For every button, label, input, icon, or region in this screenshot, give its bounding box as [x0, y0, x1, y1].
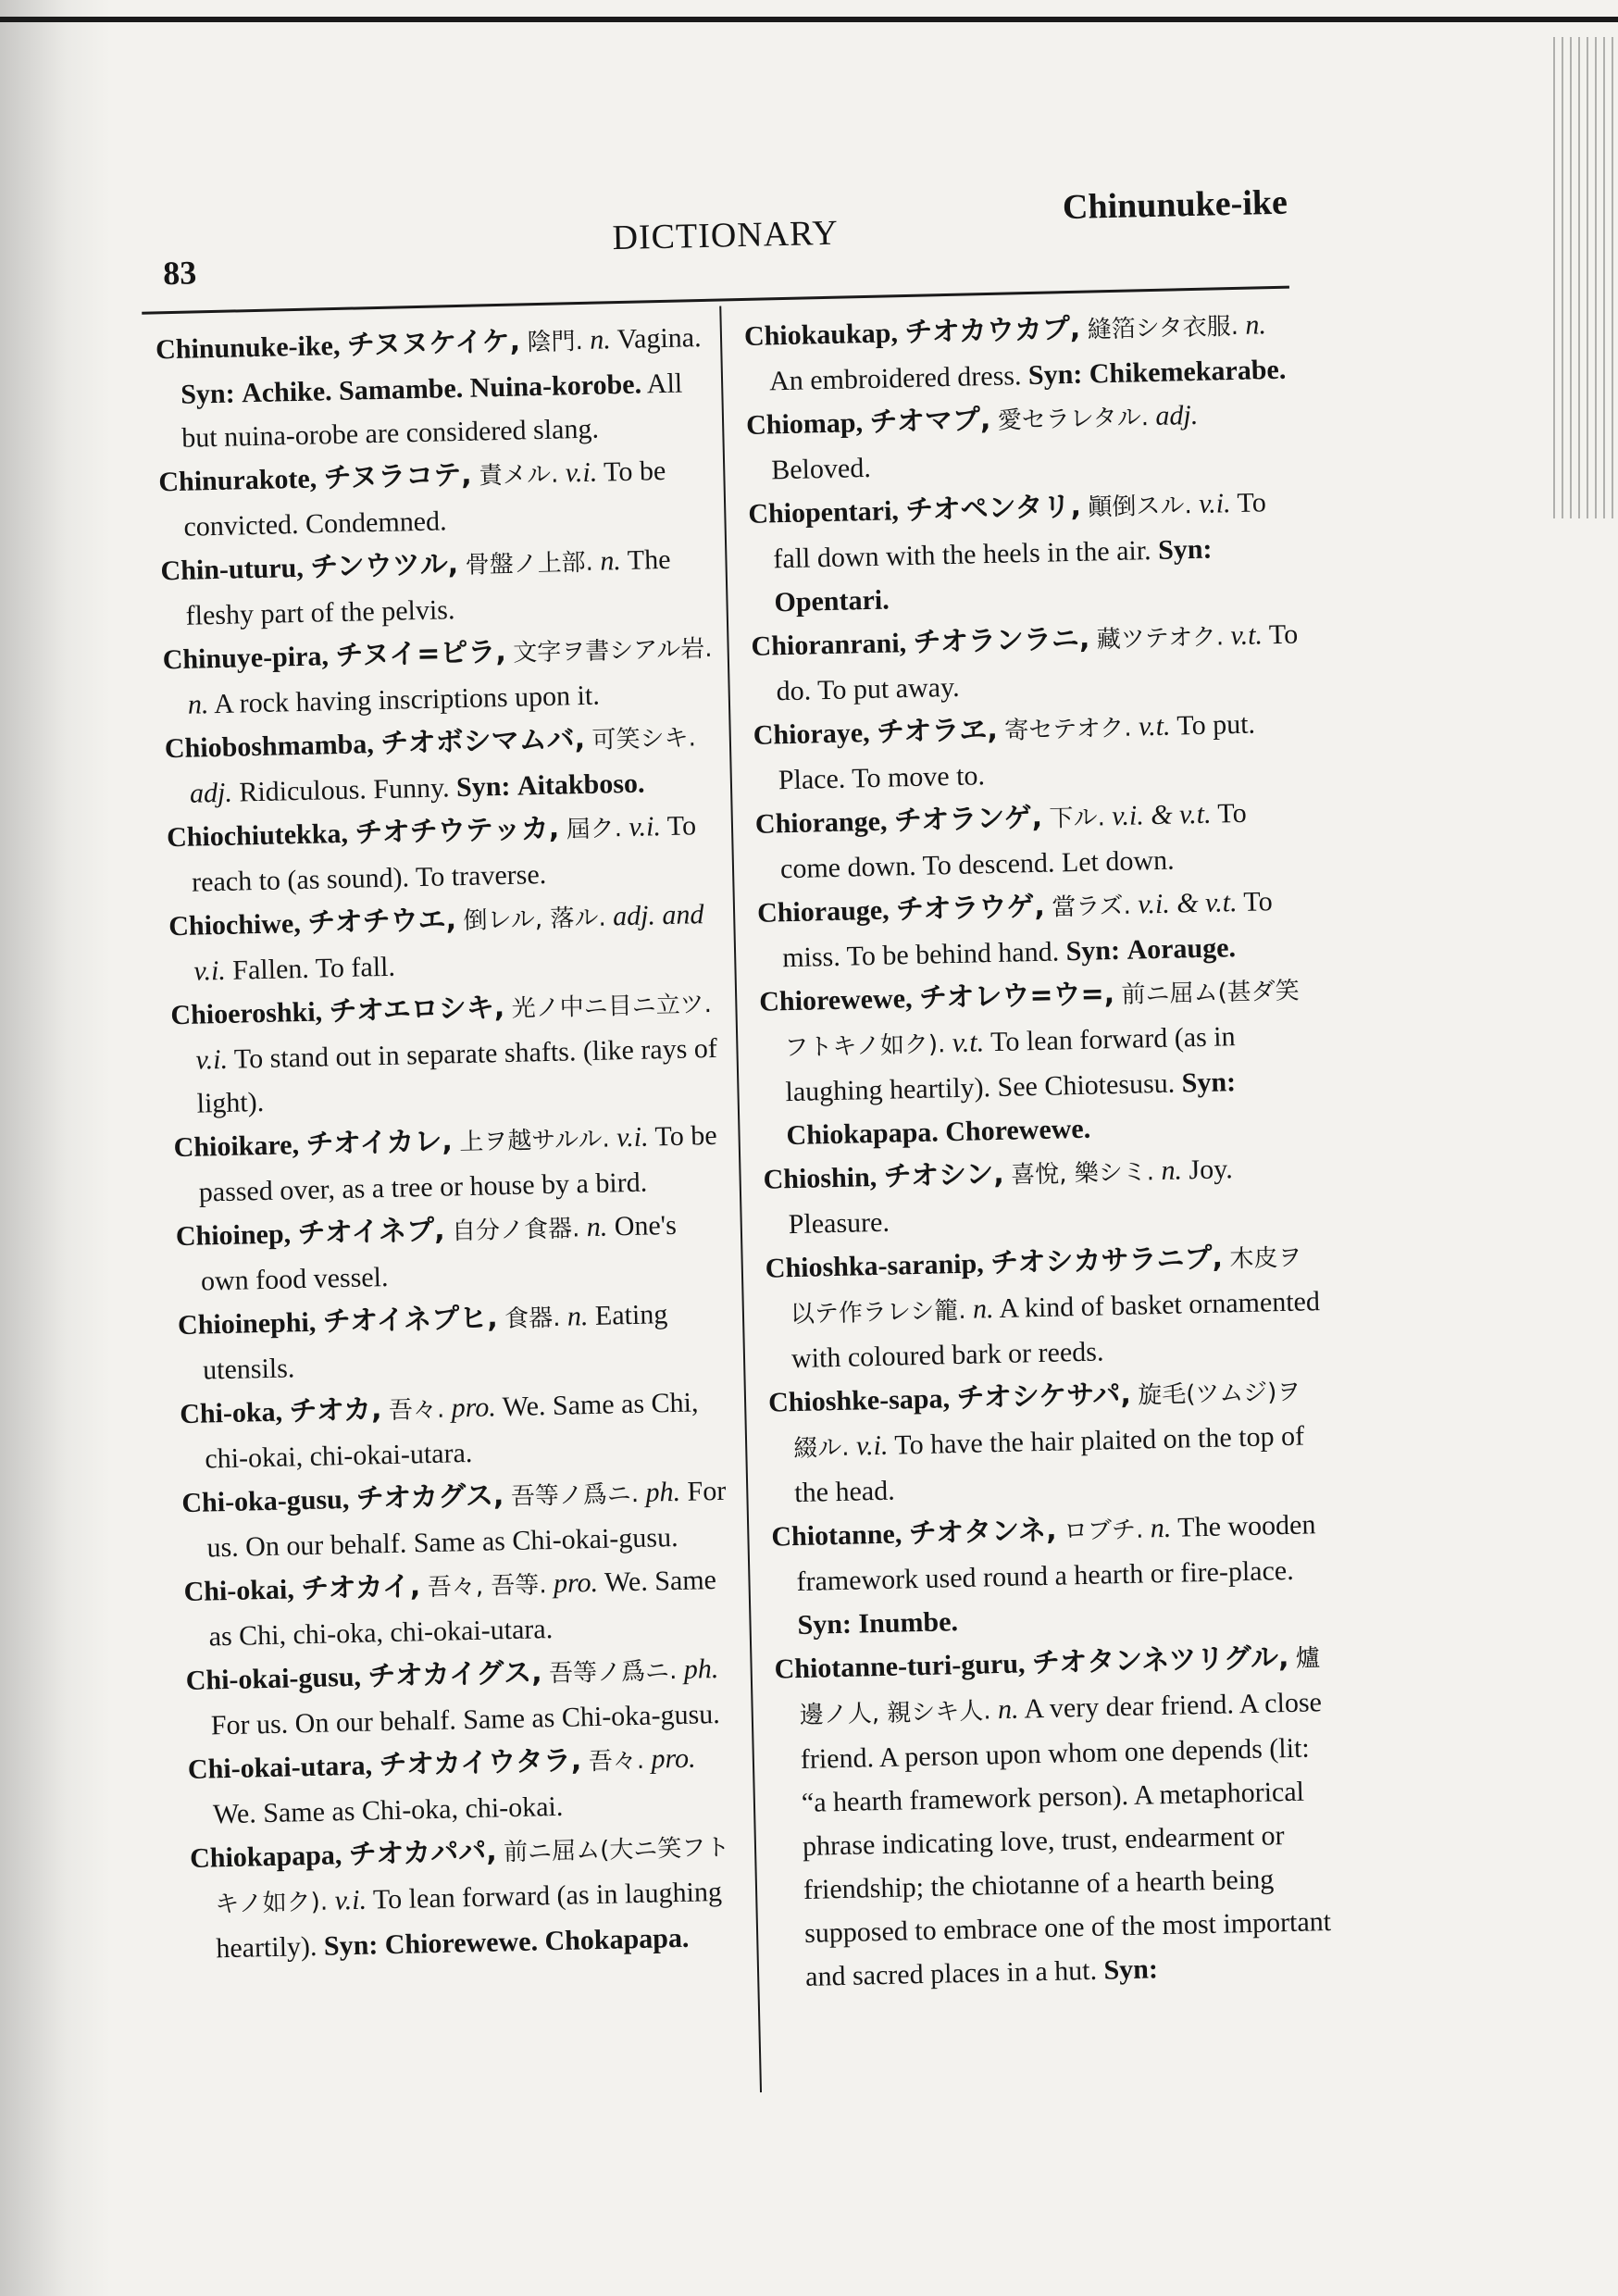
dictionary-entry	[771, 1503, 1329, 1648]
definition: To lean forward (as in laughing heartily). See Chiotesusu.	[785, 1021, 1236, 1108]
definition: To be convicted. Condemned.	[183, 455, 666, 543]
headword: Chiochiutekka,	[166, 817, 349, 854]
dictionary-entry	[753, 701, 1310, 803]
japanese-gloss: 吾等ノ爲ニ.	[510, 1479, 640, 1512]
part-of-speech: v.i.	[565, 456, 598, 489]
headword: Chi-okai,	[183, 1574, 295, 1608]
synonyms: Achike. Samambe. Nuina-korobe.	[241, 368, 642, 409]
dictionary-entry	[183, 1557, 741, 1659]
dictionary-entry	[178, 1292, 735, 1393]
dictionary-entry	[170, 981, 728, 1127]
synonym-label: Syn:	[323, 1929, 379, 1962]
definition: Fallen. To fall.	[231, 951, 396, 986]
katakana-reading: チオレウ=ウ=,	[918, 978, 1115, 1015]
guide-word: Chinunuke-ike	[1062, 182, 1288, 228]
katakana-reading: チオシケサパ,	[956, 1378, 1132, 1416]
japanese-gloss: 縫箔シタ衣服.	[1087, 312, 1239, 344]
headword: Chiotanne-turi-guru,	[774, 1648, 1026, 1685]
japanese-gloss: 吾々, 吾等.	[427, 1571, 547, 1603]
katakana-reading: チオタンネ,	[908, 1514, 1058, 1551]
dictionary-entry	[173, 1114, 730, 1216]
part-of-speech: ph.	[645, 1476, 681, 1508]
part-of-speech: v.i.	[195, 1043, 229, 1076]
katakana-reading: チンウツル,	[309, 548, 459, 584]
headword: Chiokaukap,	[743, 318, 899, 352]
part-of-speech: n.	[187, 689, 209, 720]
headword: Chioshke-sapa,	[767, 1383, 951, 1418]
definition: To lean forward (as in laughing heartily).	[215, 1876, 723, 1965]
part-of-speech: ph.	[683, 1653, 719, 1685]
headword: Chi-oka,	[179, 1396, 283, 1430]
headword: Chiochiwe,	[168, 908, 302, 942]
dictionary-entry	[765, 1234, 1323, 1381]
katakana-reading: チオカイウタラ,	[379, 1744, 582, 1782]
part-of-speech: pro.	[451, 1391, 497, 1424]
part-of-speech: n.	[1150, 1512, 1172, 1544]
japanese-gloss: 責メル.	[478, 460, 559, 491]
dictionary-entry	[748, 480, 1306, 625]
headword: Chioshin,	[763, 1161, 877, 1195]
definition: Joy. Pleasure.	[788, 1154, 1234, 1241]
definition: To have the hair plaited on the top of the head.	[793, 1420, 1305, 1509]
katakana-reading: チオタンネツリグル,	[1031, 1641, 1289, 1680]
dictionary-entry	[158, 448, 716, 550]
definition: We. Same as Chi, chi-oka, chi-okai-utara.	[208, 1565, 717, 1653]
definition: Beloved.	[770, 452, 872, 486]
definition: To come down. To descend. Let down.	[779, 797, 1248, 885]
dictionary-entry	[757, 879, 1314, 980]
japanese-gloss: 屆ク.	[566, 815, 623, 844]
japanese-gloss: 下ル.	[1049, 804, 1106, 833]
headword: Chiorauge,	[756, 894, 890, 929]
katakana-reading: チオカパパ,	[348, 1835, 498, 1872]
dictionary-entry	[162, 626, 719, 728]
dictionary-entry	[763, 1145, 1320, 1247]
definition: The fleshy part of the pelvis.	[185, 543, 671, 631]
japanese-gloss: 可笑シキ.	[591, 724, 697, 755]
left-column	[156, 316, 748, 1971]
katakana-reading: チオチウテッカ,	[355, 812, 560, 850]
dictionary-entry	[743, 302, 1301, 404]
japanese-gloss: 光ノ中ニ目ニ立ツ.	[511, 990, 713, 1023]
part-of-speech: v.t.	[952, 1027, 985, 1059]
headword: Chioranrani,	[751, 628, 907, 662]
synonyms: Aitakboso.	[517, 767, 645, 802]
part-of-speech: v.i.	[334, 1884, 367, 1916]
part-of-speech: v.i. & v.t.	[1111, 798, 1212, 832]
dictionary-entry	[160, 537, 717, 639]
definition: Ridiculous. Funny.	[238, 772, 450, 808]
japanese-gloss: 前ニ屈ム(甚ダ笑フトキノ如ク).	[784, 977, 1300, 1063]
part-of-speech: n.	[589, 324, 612, 356]
part-of-speech: n.	[586, 1211, 608, 1243]
dictionary-entry	[167, 804, 724, 905]
part-of-speech: v.i.	[855, 1429, 889, 1462]
part-of-speech: n.	[972, 1293, 994, 1325]
japanese-gloss: 上ヲ越サルル.	[459, 1125, 610, 1157]
definition: Vagina.	[616, 322, 702, 356]
katakana-reading: チオイネプヒ,	[322, 1302, 499, 1339]
japanese-gloss: 倒レル, 落ル.	[463, 904, 606, 936]
japanese-gloss: 自分ノ食器.	[451, 1215, 580, 1246]
definition: A kind of basket ornamented with coloured bark or reeds.	[790, 1286, 1321, 1375]
dictionary-entry	[175, 1203, 732, 1304]
usage-note: All but nuina-orobe are considered slang.	[180, 368, 683, 454]
katakana-reading: チオシカサラニプ,	[989, 1242, 1224, 1280]
japanese-gloss: 吾々.	[588, 1746, 645, 1777]
headword: Chi-okai-utara,	[187, 1750, 373, 1786]
katakana-reading: チオエロシキ,	[329, 992, 505, 1029]
katakana-reading: チオラウゲ,	[895, 890, 1046, 927]
synonyms: Chiorewewe. Chokapapa.	[384, 1922, 690, 1961]
headword: Chiopentari,	[747, 495, 900, 530]
definition: An embroidered dress.	[768, 360, 1022, 397]
katakana-reading: チオペンタリ,	[904, 490, 1082, 528]
dictionary-entry	[181, 1468, 739, 1570]
dictionary-entry	[759, 967, 1318, 1158]
definition: To do. To put away.	[776, 618, 1299, 707]
headword: Chin-uturu,	[160, 552, 305, 587]
japanese-gloss: 愛セラレタル.	[997, 404, 1150, 435]
katakana-reading: チヌヌケイケ,	[346, 325, 521, 362]
japanese-gloss: 喜悅, 樂シミ.	[1010, 1158, 1155, 1190]
katakana-reading: チオカグス,	[355, 1479, 504, 1516]
synonym-label: Syn:	[1027, 358, 1083, 392]
headword: Chinunuke-ike,	[155, 330, 341, 366]
headword: Chi-okai-gusu,	[185, 1661, 362, 1697]
definition: To fall down with the heels in the air.	[773, 487, 1267, 575]
katakana-reading: チオマプ,	[869, 403, 991, 439]
japanese-gloss: 顚倒スル.	[1088, 492, 1192, 522]
japanese-gloss: 骨盤ノ上部.	[465, 548, 594, 580]
katakana-reading: チオチウエ,	[306, 904, 457, 940]
part-of-speech: v.i.	[629, 811, 662, 842]
katakana-reading: チオラヱ,	[876, 713, 999, 749]
part-of-speech: v.i.	[616, 1121, 649, 1154]
synonym-label: Syn:	[1181, 1067, 1237, 1099]
synonym-label: Syn:	[1065, 934, 1121, 967]
headword: Chiokapapa,	[189, 1840, 342, 1874]
katakana-reading: チオランゲ,	[893, 801, 1043, 838]
headword: Chioboshmamba,	[164, 729, 375, 765]
dictionary-entry	[751, 612, 1308, 714]
katakana-reading: チヌイ=ピラ,	[335, 635, 507, 673]
definition: We. Same as Chi-oka, chi-okai.	[212, 1791, 564, 1830]
katakana-reading: チオカイグス,	[367, 1656, 542, 1693]
top-rule	[0, 17, 1618, 22]
part-of-speech: n.	[997, 1693, 1019, 1726]
part-of-speech: adj. and v.i.	[193, 899, 704, 987]
definition: A very dear friend. A close friend. A person upon whom one depends (lit: “a hearth framework person). A metaphorical phrase indicating love, trust, endearment or friendship; the chiotanne of a hearth being supposed to embrace one of the most important and sacred places in a hut.	[800, 1687, 1332, 1992]
dictionary-page	[130, 154, 1349, 2105]
headword: Chioraye,	[753, 718, 870, 751]
definition: A rock having inscriptions upon it.	[213, 680, 601, 720]
katakana-reading: チオイカレ,	[305, 1125, 454, 1161]
definition: We. Same as Chi, chi-okai, chi-okai-utara.	[204, 1387, 699, 1475]
japanese-gloss: 陰門.	[527, 327, 584, 357]
definition: For us. On our behalf. Same as Chi-okai-gusu.	[206, 1475, 727, 1564]
japanese-gloss: 文字ヲ書シアル岩.	[512, 634, 713, 668]
dictionary-entry	[156, 316, 714, 461]
synonyms: Aorauge.	[1126, 932, 1237, 966]
part-of-speech: n.	[566, 1301, 589, 1332]
japanese-gloss: 當ラズ.	[1052, 892, 1132, 922]
japanese-gloss: 前ニ屈ム(大ニ笑フトキノ如ク).	[214, 1833, 730, 1919]
part-of-speech: v.t.	[1230, 619, 1263, 652]
running-title: DICTIONARY	[612, 213, 840, 258]
synonyms: Chikemekarabe.	[1089, 354, 1287, 390]
synonym-label: Syn:	[797, 1608, 853, 1641]
japanese-gloss: 寄セテオク.	[1004, 714, 1132, 745]
page-number: 83	[162, 254, 197, 293]
katakana-reading: チオカ,	[289, 1393, 382, 1429]
page-header	[130, 154, 1307, 293]
dictionary-entry	[185, 1646, 742, 1748]
part-of-speech: pro.	[553, 1566, 599, 1599]
katakana-reading: チオカイ,	[300, 1570, 421, 1606]
definition: One's own food vessel.	[200, 1209, 678, 1297]
headword: Chioikare,	[173, 1129, 300, 1164]
part-of-speech: adj.	[1155, 399, 1199, 431]
japanese-gloss: 食器.	[504, 1304, 561, 1334]
headword: Chi-oka-gusu,	[181, 1483, 350, 1519]
katakana-reading: チオランラニ,	[913, 622, 1090, 659]
part-of-speech: v.i. & v.t.	[1137, 887, 1238, 920]
dictionary-entry	[754, 790, 1312, 892]
page-edge	[1553, 37, 1618, 518]
headword: Chioshka-saranip,	[765, 1248, 985, 1284]
headword: Chiomap,	[745, 407, 864, 441]
scan-shadow	[0, 0, 111, 2296]
definition: To be passed over, as a tree or house by a bird.	[198, 1119, 717, 1208]
dictionary-entry	[164, 715, 721, 817]
japanese-gloss: 木皮ヲ以テ作ラレシ籠.	[790, 1243, 1302, 1329]
synonyms: Chiokapapa. Chorewewe.	[786, 1113, 1091, 1152]
synonyms: Inumbe.	[858, 1606, 959, 1640]
definition: To stand out in separate shafts. (like rays of light).	[196, 1032, 718, 1119]
dictionary-entry	[180, 1380, 737, 1482]
headword: Chioeroshki,	[170, 996, 323, 1031]
synonym-label: Syn:	[1157, 533, 1213, 566]
synonym-label: Syn:	[455, 770, 511, 804]
part-of-speech: adj.	[189, 777, 233, 809]
definition: To reach to (as sound). To traverse.	[191, 810, 697, 898]
dictionary-entry	[168, 892, 726, 994]
japanese-gloss: 旋毛(ツムジ)ヲ綴ル.	[792, 1378, 1301, 1464]
part-of-speech: n.	[1161, 1154, 1183, 1186]
dictionary-entry	[190, 1824, 748, 1971]
headword: Chiorange,	[754, 805, 888, 840]
katakana-reading: チオシン,	[883, 1157, 1005, 1193]
headword: Chioinep,	[175, 1218, 292, 1253]
definition: Eating utensils.	[202, 1299, 668, 1386]
katakana-reading: チオイネプ,	[297, 1214, 445, 1251]
headword: Chioinephi,	[177, 1306, 317, 1341]
part-of-speech: v.i.	[1198, 488, 1231, 519]
definition: To miss. To be behind hand.	[781, 886, 1274, 974]
katakana-reading: チヌラコテ,	[323, 458, 472, 495]
definition: To put. Place. To move to.	[778, 708, 1256, 796]
synonym-label: Syn:	[1103, 1953, 1159, 1986]
headword: Chinurakote,	[158, 463, 317, 498]
definition: For us. On our behalf. Same as Chi-oka-gusu.	[210, 1698, 721, 1741]
synonyms: Opentari.	[774, 584, 890, 618]
headword: Chiotanne,	[771, 1518, 902, 1553]
dictionary-entry	[746, 391, 1303, 493]
right-column	[743, 302, 1337, 1999]
katakana-reading: チオカウカプ,	[903, 312, 1081, 350]
part-of-speech: v.t.	[1138, 710, 1171, 742]
japanese-gloss: 吾々.	[388, 1395, 445, 1425]
dictionary-entry	[768, 1368, 1326, 1516]
part-of-speech: pro.	[651, 1742, 696, 1775]
japanese-gloss: 藏ツテオク.	[1096, 623, 1225, 655]
part-of-speech: n.	[1245, 309, 1267, 341]
japanese-gloss: ロブチ.	[1063, 1516, 1144, 1546]
part-of-speech: n.	[599, 545, 622, 577]
headword: Chiorewewe,	[758, 983, 913, 1017]
japanese-gloss: 吾等ノ爲ニ.	[548, 1657, 678, 1689]
definition: The wooden framework used round a hearth or fire-place.	[796, 1509, 1316, 1598]
dictionary-entry	[774, 1635, 1337, 2000]
japanese-gloss: 爐邊ノ人, 親シキ人.	[799, 1644, 1321, 1730]
headword: Chinuye-pira,	[162, 641, 330, 676]
katakana-reading: チオボシマムバ,	[380, 722, 586, 760]
dictionary-entry	[187, 1735, 744, 1837]
synonym-label: Syn:	[180, 378, 235, 410]
